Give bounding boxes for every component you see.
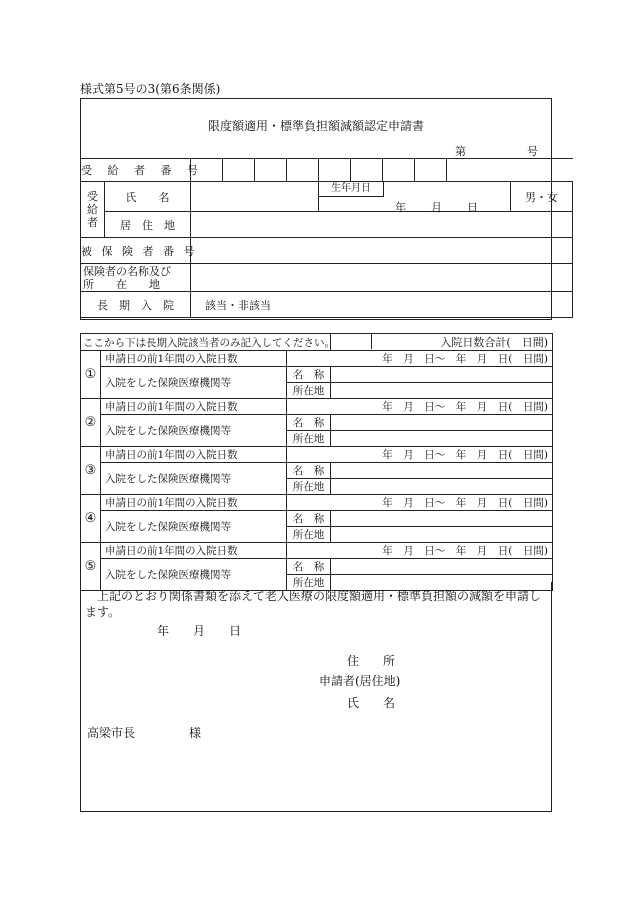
period-field[interactable]: 年 月 日～ 年 月 日( 日間) <box>287 351 553 367</box>
birth-date-label: 生年月日 <box>319 182 384 197</box>
birth-date-field[interactable] <box>319 182 511 212</box>
applicant-name-label: 氏 名 <box>347 696 396 710</box>
hospital-name-row <box>81 415 553 431</box>
name-label: 氏 名 <box>105 182 191 212</box>
hospital-name-label: 名 称 <box>287 415 331 431</box>
row-number: ③ <box>81 447 101 495</box>
recipient-number-digit-6[interactable] <box>351 159 383 182</box>
hospital-location-label: 所在地 <box>287 431 331 447</box>
address-label: 居 住 地 <box>105 212 191 238</box>
name-field[interactable] <box>191 182 319 212</box>
total-days[interactable]: 入院日数合計( 日間) <box>331 334 553 351</box>
declaration-text: 上記のとおり関係書類を添えて老人医療の限度額適用・標準負担額の減額を申請します。 <box>85 589 542 619</box>
hospital-name-field[interactable] <box>331 415 553 431</box>
recipient-label: 受給者 <box>81 182 105 238</box>
applicant-table <box>80 158 573 318</box>
period-field[interactable]: 年 月 日～ 年 月 日( 日間) <box>287 543 553 559</box>
hospital-name-label: 名 称 <box>287 511 331 527</box>
hospital-period-row <box>81 447 553 463</box>
hospital-label: 入院をした保険医療機関等 <box>101 367 287 399</box>
addressee: 高梁市長 <box>87 726 136 740</box>
hospital-name-label: 名 称 <box>287 559 331 575</box>
row-number: ④ <box>81 495 101 543</box>
form-title: 限度額適用・標準負担額減額認定申請書 <box>207 119 424 133</box>
period-label: 申請日の前1年間の入院日数 <box>101 495 287 511</box>
period-field[interactable]: 年 月 日～ 年 月 日( 日間) <box>287 447 553 463</box>
number-suffix: 号 <box>527 145 538 158</box>
applicant-section <box>80 98 558 320</box>
hospital-name-field[interactable] <box>331 367 553 383</box>
period-label: 申請日の前1年間の入院日数 <box>101 399 287 415</box>
hospital-location-label: 所在地 <box>287 575 331 591</box>
hospital-location-field[interactable] <box>331 479 553 495</box>
hospital-location-label: 所在地 <box>287 383 331 399</box>
period-field[interactable]: 年 月 日～ 年 月 日( 日間) <box>287 399 553 415</box>
gender-field[interactable]: 男・女 <box>511 182 573 212</box>
declaration-section <box>80 582 552 812</box>
insurer-field[interactable] <box>191 264 573 292</box>
hospital-name-row <box>81 367 553 383</box>
number-prefix: 第 <box>455 145 466 158</box>
hospital-location-label: 所在地 <box>287 479 331 495</box>
birth-year-label: 年 <box>395 201 406 214</box>
long-term-applicable[interactable]: 該当・非該当 <box>191 292 573 318</box>
hospital-name-row <box>81 511 553 527</box>
birth-day-label: 日 <box>467 201 478 214</box>
hospital-period-row <box>81 543 553 559</box>
long-term-table <box>80 333 553 591</box>
recipient-number-digit-5[interactable] <box>319 159 351 182</box>
period-label: 申請日の前1年間の入院日数 <box>101 351 287 367</box>
long-term-note: ここから下は長期入院該当者のみ記入してください。 <box>81 334 331 351</box>
hospital-name-row <box>81 463 553 479</box>
address-field[interactable] <box>191 212 573 238</box>
hospital-location-field[interactable] <box>331 527 553 543</box>
hospital-name-label: 名 称 <box>287 463 331 479</box>
form-number: 様式第5号の3(第6条関係) <box>80 82 221 96</box>
declaration-date[interactable]: 年 月 日 <box>157 624 242 638</box>
birth-month-label: 月 <box>431 201 442 214</box>
row-number: ② <box>81 399 101 447</box>
recipient-number-digit-2[interactable] <box>223 159 255 182</box>
hospital-period-row <box>81 351 553 367</box>
hospital-name-field[interactable] <box>331 463 553 479</box>
period-label: 申請日の前1年間の入院日数 <box>101 447 287 463</box>
hospital-name-field[interactable] <box>331 559 553 575</box>
applicant-label: 申請者(居住地) <box>319 674 401 688</box>
period-label: 申請日の前1年間の入院日数 <box>101 543 287 559</box>
hospital-label: 入院をした保険医療機関等 <box>101 463 287 495</box>
row-number: ① <box>81 351 101 399</box>
hospital-location-field[interactable] <box>331 383 553 399</box>
hospital-period-row <box>81 399 553 415</box>
hospital-label: 入院をした保険医療機関等 <box>101 415 287 447</box>
applicant-address-label: 住 所 <box>347 654 396 668</box>
hospital-location-label: 所在地 <box>287 527 331 543</box>
recipient-number-digit-4[interactable] <box>287 159 319 182</box>
hospital-label: 入院をした保険医療機関等 <box>101 559 287 591</box>
insurer-label: 保険者の名称及び 所 在 地 <box>81 264 191 292</box>
period-field[interactable]: 年 月 日～ 年 月 日( 日間) <box>287 495 553 511</box>
hospital-location-field[interactable] <box>331 431 553 447</box>
recipient-number-digit-3[interactable] <box>255 159 287 182</box>
recipient-number-digit-7[interactable] <box>383 159 415 182</box>
honorific: 様 <box>189 726 202 740</box>
insured-number-label: 被 保 険 者 番 号 <box>81 238 191 264</box>
insured-number-field[interactable] <box>191 238 573 264</box>
hospital-period-row <box>81 495 553 511</box>
long-term-label: 長 期 入 院 <box>81 292 191 318</box>
row-number: ⑤ <box>81 543 101 591</box>
hospital-name-row <box>81 559 553 575</box>
recipient-number-digit-8[interactable] <box>415 159 447 182</box>
hospital-label: 入院をした保険医療機関等 <box>101 511 287 543</box>
hospital-name-label: 名 称 <box>287 367 331 383</box>
recipient-number-label: 受 給 者 番 号 <box>81 159 191 182</box>
hospital-name-field[interactable] <box>331 511 553 527</box>
